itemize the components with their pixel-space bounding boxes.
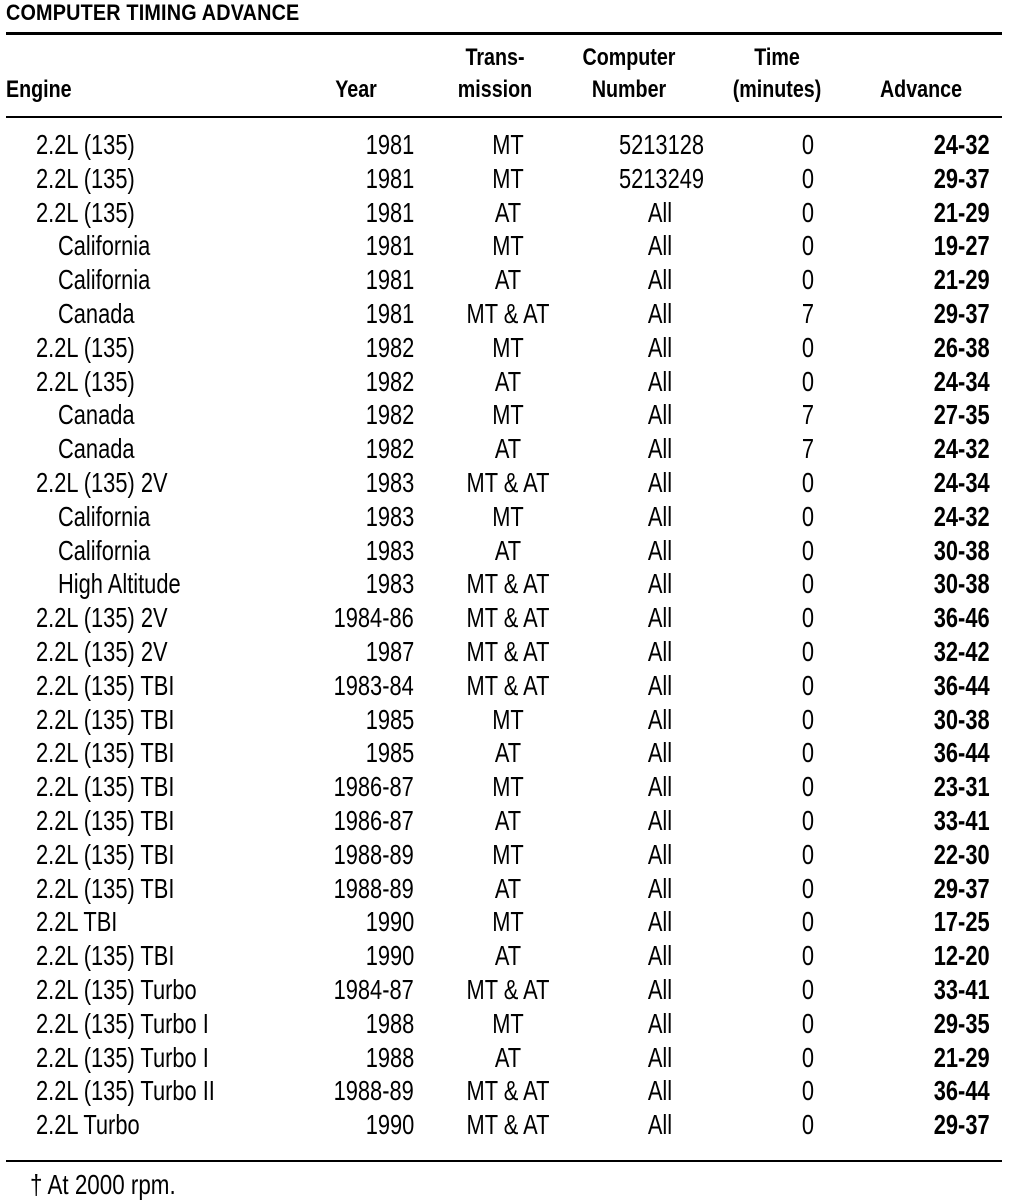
cell-engine: California	[58, 230, 151, 262]
cell-transmission: AT	[494, 534, 522, 566]
cell-transmission: MT & AT	[466, 1075, 550, 1107]
cell-computer-number: All	[647, 331, 672, 363]
header-advance	[868, 74, 975, 106]
cell-engine: 2.2L (135) TBI	[36, 771, 175, 803]
cell-transmission: MT	[492, 331, 524, 363]
cell-year: 1983-84	[333, 669, 414, 701]
header-computer-number	[568, 42, 691, 106]
table-row	[0, 872, 1024, 906]
cell-year: 1990	[365, 1109, 414, 1141]
cell-engine: High Altitude	[58, 568, 181, 600]
cell-engine: 2.2L (135) TBI	[36, 669, 175, 701]
header-engine	[6, 74, 72, 106]
cell-time: 0	[801, 1075, 815, 1107]
cell-transmission: AT	[494, 804, 522, 836]
cell-advance: 24-34	[934, 365, 990, 397]
cell-advance: 29-37	[934, 1109, 990, 1141]
cell-computer-number: All	[647, 973, 672, 1005]
cell-time: 0	[801, 771, 815, 803]
header-time	[724, 42, 831, 106]
cell-transmission: MT & AT	[466, 635, 550, 667]
table-row	[0, 770, 1024, 804]
cell-time: 0	[801, 1041, 815, 1073]
cell-transmission: AT	[494, 264, 522, 296]
table-row	[0, 939, 1024, 973]
table-row	[0, 331, 1024, 365]
cell-advance: 29-37	[934, 162, 990, 194]
cell-year: 1985	[365, 703, 414, 735]
cell-time: 0	[801, 196, 815, 228]
cell-engine: 2.2L (135)	[36, 129, 135, 160]
cell-time: 0	[801, 872, 815, 904]
cell-computer-number: 5213128	[618, 129, 704, 160]
cell-computer-number: All	[647, 399, 672, 431]
header-time-line2: (minutes)	[732, 76, 822, 103]
cell-advance: 21-29	[934, 1041, 990, 1073]
table-row	[0, 1108, 1024, 1142]
cell-advance: 21-29	[934, 196, 990, 228]
cell-advance: 30-38	[934, 703, 990, 735]
cell-engine: 2.2L (135)	[36, 162, 135, 194]
cell-year: 1981	[365, 230, 414, 262]
cell-transmission: MT	[492, 399, 524, 431]
cell-transmission: MT	[492, 230, 524, 262]
cell-advance: 30-38	[934, 568, 990, 600]
cell-computer-number: All	[647, 297, 672, 329]
cell-transmission: MT	[492, 906, 524, 938]
cell-computer-number: All	[647, 1007, 672, 1039]
cell-advance: 29-37	[934, 872, 990, 904]
cell-advance: 22-30	[934, 838, 990, 870]
cell-advance: 36-44	[934, 737, 990, 769]
cell-time: 7	[801, 433, 815, 465]
table-row	[0, 500, 1024, 534]
cell-engine: 2.2L (135) TBI	[36, 872, 175, 904]
cell-engine: 2.2L (135)	[36, 331, 135, 363]
cell-engine: California	[58, 500, 151, 532]
cell-advance: 26-38	[934, 331, 990, 363]
cell-advance: 12-20	[934, 940, 990, 972]
table-row	[0, 601, 1024, 635]
cell-year: 1983	[365, 534, 414, 566]
cell-transmission: MT & AT	[466, 568, 550, 600]
cell-computer-number: All	[647, 669, 672, 701]
cell-engine: 2.2L (135) TBI	[36, 703, 175, 735]
cell-computer-number: All	[647, 534, 672, 566]
cell-year: 1990	[365, 940, 414, 972]
cell-computer-number: All	[647, 196, 672, 228]
cell-computer-number: All	[647, 1041, 672, 1073]
cell-advance: 33-41	[934, 804, 990, 836]
table-row	[0, 466, 1024, 500]
table-row	[0, 263, 1024, 297]
cell-transmission: MT	[492, 1007, 524, 1039]
cell-time: 0	[801, 500, 815, 532]
cell-advance: 29-35	[934, 1007, 990, 1039]
cell-advance: 23-31	[934, 771, 990, 803]
table-row	[0, 1007, 1024, 1041]
cell-transmission: MT	[492, 129, 524, 160]
cell-transmission: MT	[492, 162, 524, 194]
table-row	[0, 905, 1024, 939]
cell-computer-number: All	[647, 230, 672, 262]
cell-year: 1988-89	[333, 1075, 414, 1107]
cell-computer-number: All	[647, 568, 672, 600]
cell-year: 1988	[365, 1007, 414, 1039]
cell-engine: 2.2L (135) TBI	[36, 737, 175, 769]
cell-computer-number: All	[647, 500, 672, 532]
cell-time: 7	[801, 399, 815, 431]
table-title: COMPUTER TIMING ADVANCE	[6, 0, 300, 25]
header-transmission-line1: Trans-	[465, 44, 525, 71]
cell-advance: 36-44	[934, 669, 990, 701]
cell-time: 0	[801, 230, 815, 262]
cell-advance: 21-29	[934, 264, 990, 296]
cell-computer-number: All	[647, 635, 672, 667]
cell-engine: 2.2L (135) Turbo	[36, 973, 197, 1005]
cell-time: 0	[801, 1109, 815, 1141]
table-row	[0, 635, 1024, 669]
top-rule	[6, 32, 1002, 35]
cell-year: 1982	[365, 433, 414, 465]
cell-engine: 2.2L TBI	[36, 906, 118, 938]
cell-engine: California	[58, 534, 151, 566]
cell-engine: 2.2L (135) 2V	[36, 635, 168, 667]
cell-year: 1981	[365, 162, 414, 194]
cell-transmission: AT	[494, 737, 522, 769]
cell-year: 1981	[365, 196, 414, 228]
cell-year: 1981	[365, 129, 414, 160]
cell-transmission: MT & AT	[466, 973, 550, 1005]
cell-computer-number: 5213249	[618, 162, 704, 194]
cell-time: 0	[801, 703, 815, 735]
cell-time: 0	[801, 568, 815, 600]
cell-engine: 2.2L Turbo	[36, 1109, 140, 1141]
cell-transmission: AT	[494, 872, 522, 904]
cell-computer-number: All	[647, 737, 672, 769]
table-row	[0, 838, 1024, 872]
cell-advance: 33-41	[934, 973, 990, 1005]
cell-computer-number: All	[647, 1109, 672, 1141]
table-row	[0, 297, 1024, 331]
cell-time: 0	[801, 669, 815, 701]
header-transmission-line2: mission	[457, 76, 533, 103]
table-row	[0, 1041, 1024, 1075]
header-advance-label: Advance	[879, 76, 963, 103]
cell-engine: 2.2L (135) Turbo II	[36, 1075, 215, 1107]
cell-year: 1982	[365, 365, 414, 397]
cell-transmission: AT	[494, 433, 522, 465]
cell-computer-number: All	[647, 264, 672, 296]
cell-transmission: AT	[494, 940, 522, 972]
cell-engine: 2.2L (135) Turbo I	[36, 1041, 209, 1073]
cell-computer-number: All	[647, 838, 672, 870]
cell-year: 1987	[365, 635, 414, 667]
cell-transmission: MT	[492, 703, 524, 735]
table-row	[0, 1074, 1024, 1108]
cell-engine: 2.2L (135) TBI	[36, 940, 175, 972]
cell-year: 1982	[365, 399, 414, 431]
table-row	[0, 432, 1024, 466]
cell-transmission: MT & AT	[466, 602, 550, 634]
table-row	[0, 398, 1024, 432]
cell-computer-number: All	[647, 872, 672, 904]
cell-year: 1981	[365, 297, 414, 329]
table-row	[0, 567, 1024, 601]
table-row	[0, 534, 1024, 568]
cell-engine: 2.2L (135) TBI	[36, 838, 175, 870]
cell-computer-number: All	[647, 703, 672, 735]
cell-engine: California	[58, 264, 151, 296]
cell-advance: 36-46	[934, 602, 990, 634]
cell-advance: 24-32	[934, 500, 990, 532]
cell-time: 0	[801, 365, 815, 397]
cell-advance: 30-38	[934, 534, 990, 566]
cell-computer-number: All	[647, 1075, 672, 1107]
table-row	[0, 703, 1024, 737]
cell-year: 1983	[365, 466, 414, 498]
cell-time: 0	[801, 602, 815, 634]
cell-advance: 29-37	[934, 297, 990, 329]
table-row	[0, 229, 1024, 263]
header-time-line1: Time	[754, 44, 800, 71]
cell-computer-number: All	[647, 602, 672, 634]
cell-time: 0	[801, 331, 815, 363]
cell-time: 0	[801, 940, 815, 972]
bottom-rule	[6, 1160, 1002, 1162]
cell-computer-number: All	[647, 433, 672, 465]
cell-year: 1988-89	[333, 838, 414, 870]
cell-computer-number: All	[647, 466, 672, 498]
table-body	[0, 128, 1024, 1142]
cell-advance: 24-34	[934, 466, 990, 498]
cell-year: 1988-89	[333, 872, 414, 904]
header-computer-line2: Number	[591, 76, 667, 103]
cell-year: 1985	[365, 737, 414, 769]
cell-transmission: MT	[492, 771, 524, 803]
cell-computer-number: All	[647, 906, 672, 938]
cell-engine: 2.2L (135) 2V	[36, 602, 168, 634]
table-row	[0, 736, 1024, 770]
cell-advance: 36-44	[934, 1075, 990, 1107]
cell-computer-number: All	[647, 771, 672, 803]
table-row	[0, 973, 1024, 1007]
cell-computer-number: All	[647, 365, 672, 397]
cell-time: 0	[801, 162, 815, 194]
cell-time: 0	[801, 1007, 815, 1039]
cell-year: 1984-86	[333, 602, 414, 634]
cell-computer-number: All	[647, 804, 672, 836]
cell-engine: 2.2L (135)	[36, 196, 135, 228]
cell-year: 1986-87	[333, 804, 414, 836]
cell-advance: 27-35	[934, 399, 990, 431]
cell-transmission: MT & AT	[466, 466, 550, 498]
footnote: † At 2000 rpm.	[30, 1169, 176, 1200]
cell-computer-number: All	[647, 940, 672, 972]
table-row	[0, 162, 1024, 196]
table-row	[0, 128, 1024, 162]
cell-year: 1988	[365, 1041, 414, 1073]
cell-time: 0	[801, 906, 815, 938]
cell-transmission: MT & AT	[466, 1109, 550, 1141]
cell-advance: 24-32	[934, 433, 990, 465]
cell-engine: 2.2L (135) Turbo I	[36, 1007, 209, 1039]
cell-transmission: MT & AT	[466, 669, 550, 701]
cell-transmission: MT & AT	[466, 297, 550, 329]
header-rule	[6, 116, 1002, 118]
header-transmission	[450, 42, 540, 106]
table-row	[0, 365, 1024, 399]
cell-time: 0	[801, 534, 815, 566]
cell-advance: 24-32	[934, 129, 990, 160]
cell-advance: 19-27	[934, 230, 990, 262]
cell-engine: Canada	[58, 297, 135, 329]
table-row	[0, 669, 1024, 703]
cell-engine: Canada	[58, 399, 135, 431]
cell-year: 1982	[365, 331, 414, 363]
cell-transmission: AT	[494, 1041, 522, 1073]
cell-transmission: MT	[492, 500, 524, 532]
cell-time: 0	[801, 635, 815, 667]
cell-time: 0	[801, 973, 815, 1005]
cell-year: 1983	[365, 500, 414, 532]
cell-year: 1981	[365, 264, 414, 296]
table-row	[0, 804, 1024, 838]
cell-transmission: AT	[494, 365, 522, 397]
header-year	[323, 74, 389, 106]
cell-advance: 32-42	[934, 635, 990, 667]
header-computer-line1: Computer	[582, 44, 676, 71]
cell-time: 0	[801, 804, 815, 836]
cell-time: 0	[801, 129, 815, 160]
header-engine-label: Engine	[6, 76, 72, 103]
cell-engine: 2.2L (135)	[36, 365, 135, 397]
cell-engine: Canada	[58, 433, 135, 465]
cell-time: 7	[801, 297, 815, 329]
cell-time: 0	[801, 838, 815, 870]
cell-year: 1990	[365, 906, 414, 938]
cell-time: 0	[801, 737, 815, 769]
cell-time: 0	[801, 466, 815, 498]
table-row	[0, 196, 1024, 230]
cell-year: 1986-87	[333, 771, 414, 803]
cell-engine: 2.2L (135) TBI	[36, 804, 175, 836]
cell-transmission: MT	[492, 838, 524, 870]
cell-advance: 17-25	[934, 906, 990, 938]
cell-year: 1984-87	[333, 973, 414, 1005]
cell-year: 1983	[365, 568, 414, 600]
cell-time: 0	[801, 264, 815, 296]
header-year-label: Year	[335, 76, 377, 103]
cell-transmission: AT	[494, 196, 522, 228]
cell-engine: 2.2L (135) 2V	[36, 466, 168, 498]
